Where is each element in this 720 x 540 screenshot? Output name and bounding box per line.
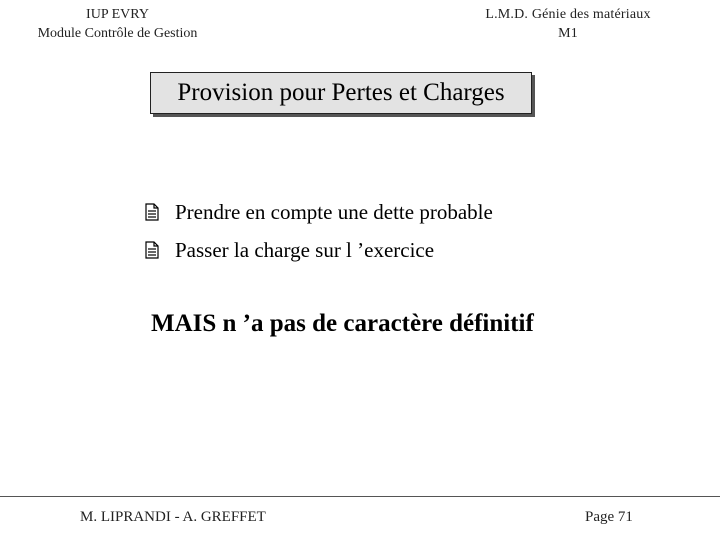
document-icon bbox=[145, 203, 159, 221]
bullet-text: Passer la charge sur l ’exercice bbox=[175, 237, 435, 262]
header-institution: IUP EVRY bbox=[86, 7, 149, 22]
footer-divider bbox=[0, 496, 720, 497]
header-left bbox=[0, 5, 235, 43]
bullet-item bbox=[143, 193, 493, 231]
header-program: L.M.D. Génie des matériaux bbox=[485, 7, 651, 22]
header-module: Module Contrôle de Gestion bbox=[37, 26, 198, 41]
slide-title-box bbox=[150, 72, 532, 114]
slide-title: Provision pour Pertes et Charges bbox=[177, 79, 505, 106]
page-number: Page 71 bbox=[585, 509, 633, 525]
header-level: M1 bbox=[558, 26, 578, 41]
header-right bbox=[468, 5, 668, 43]
footer-authors: M. LIPRANDI - A. GREFFET bbox=[80, 509, 266, 525]
bullet-text: Prendre en compte une dette probable bbox=[175, 199, 493, 224]
bullet-list bbox=[143, 193, 493, 269]
document-icon bbox=[145, 241, 159, 259]
emphasis-statement: MAIS n ’a pas de caractère définitif bbox=[151, 310, 534, 337]
bullet-item bbox=[143, 231, 493, 269]
